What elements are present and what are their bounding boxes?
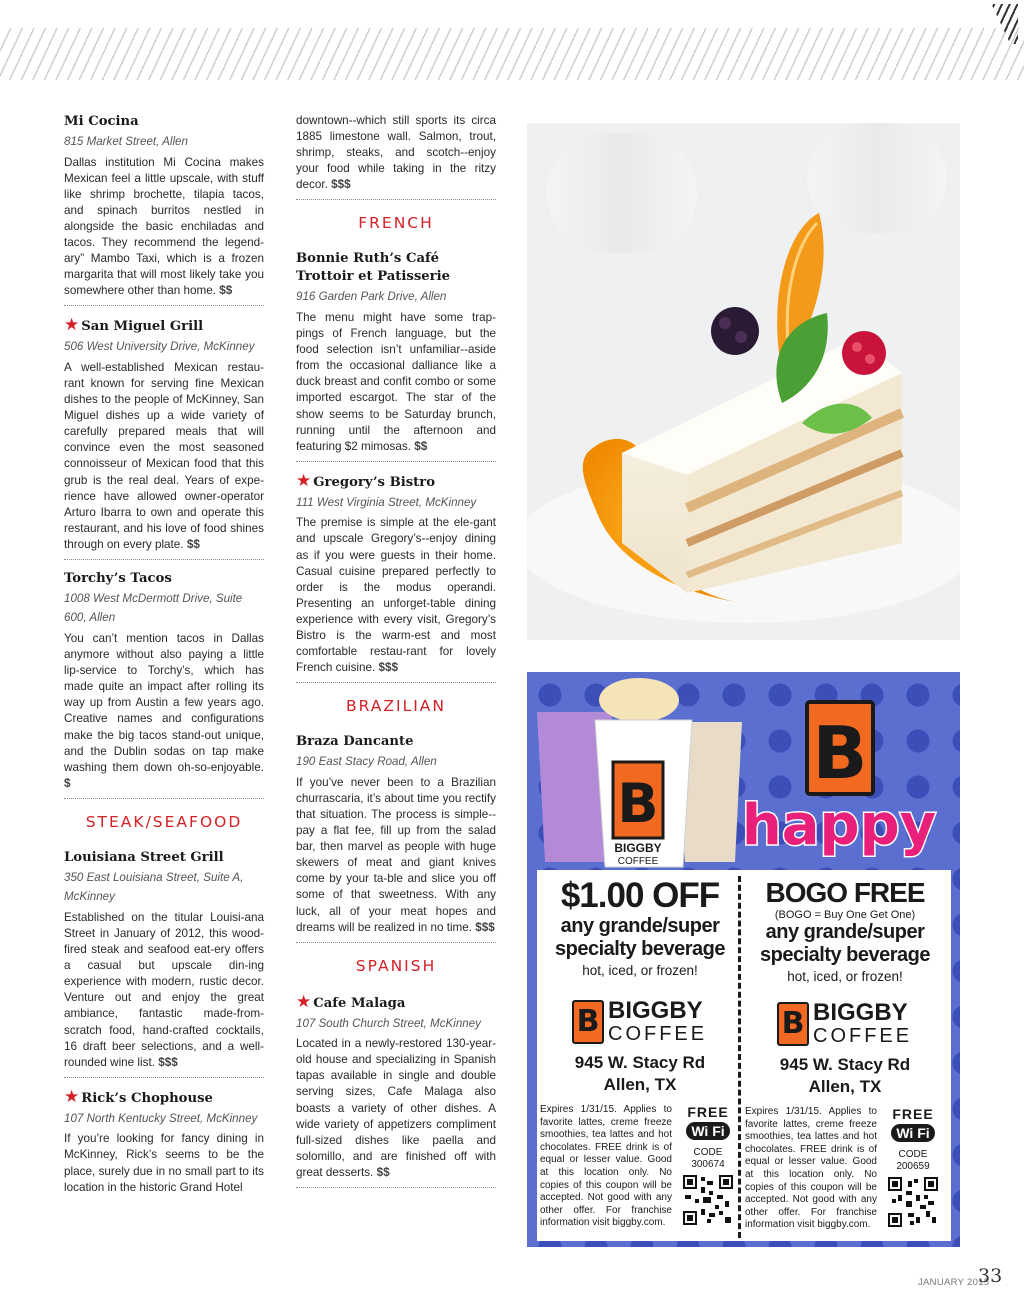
cup-sub: COFFEE: [617, 856, 659, 867]
brand-sub: COFFEE: [813, 1025, 913, 1047]
biggby-b-icon: B: [777, 1002, 809, 1046]
coupon-line1: any grande/super: [765, 921, 925, 943]
coupon-line2: specialty beverage: [555, 938, 725, 960]
category-heading-steak-seafood: STEAK/SEAFOOD: [85, 812, 243, 831]
listing-name: Torchy’s Tacos: [64, 570, 172, 586]
dotted-divider: [64, 1077, 264, 1078]
listing-name: Rick’s Chophouse: [81, 1090, 213, 1106]
drinks-illustration: [527, 672, 960, 872]
footer-issue-date: JANUARY 2015: [918, 1277, 990, 1288]
listing-san-miguel-grill: [64, 316, 264, 553]
star-icon: ★: [296, 991, 312, 1012]
price-indicator: $$: [376, 1165, 390, 1179]
dotted-divider: [64, 305, 264, 306]
wifi-icon: Wi Fi: [686, 1122, 729, 1140]
listing-address: 190 East Stacy Road, Allen: [296, 755, 437, 769]
listing-address: 350 East Louisiana Street, Suite A, McKinney: [64, 870, 244, 904]
listing-description: The menu might have some trap-pings of French language, but the food selection isn’t unfamiliar--aside from the occasional dalliance like a duck breast and confit combo or some imported escargot. The star of the show seems to be Saturday brunch, running until the afternoon and featuring $2 mimosas. $$: [296, 310, 496, 453]
free-label: FREE: [892, 1106, 934, 1122]
coupon-offer-note: (BOGO = Buy One Get One): [774, 909, 916, 921]
listing-description: Located in a newly-restored 130-year-old house and specializing in Spanish tapas available in single and double serving sizes, Cafe Malaga also boasts a variety of other dishes. A wide variety of appetizers compliment full-sized dishes like paella and solomillo, and are finished off with great desserts. $$: [296, 1037, 496, 1179]
page-number: 33: [978, 1265, 1003, 1287]
listing-name: Gregory’s Bistro: [313, 474, 435, 490]
biggby-b-logo: B: [812, 711, 868, 795]
cup-b-logo: B: [617, 772, 659, 835]
coupon-sub: hot, iced, or frozen!: [582, 963, 698, 978]
code-number: 300674: [691, 1159, 725, 1170]
continued-description: downtown--which still sports its circa 1885 limestone wall. Salmon, trout, shrimp, steaks, and scotch--enjoy your food while taking in the ritzy decor. $$$: [296, 114, 496, 192]
listing-mi-cocina: [64, 113, 264, 299]
listing-name: Braza Dancante: [296, 734, 414, 750]
dotted-divider: [64, 559, 264, 560]
price-indicator: $$: [414, 439, 428, 453]
listing-description: If you’ve never been to a Brazilian churrascaria, it’s about time you rectify that situation. The process is simple--pay a flat fee, fill up from the salad bar, then marvel as people with huge skewers of meat and giant knives come by your ta-ble and slice you off some of that sweetness. With any luck, all of your meat hopes and dreams will be realized in no time. $$$: [296, 775, 496, 934]
coupon-city: Allen, TX: [808, 1077, 882, 1096]
listing-description: Established on the titular Louisi-ana Street in January of 2012, this wood-fired steak and seafood eat-ery offers a casual but upscale din-ing experience with modern, rustic decor. Venture out and enjoy the great ambiance, fantastic made-from-scratch food, hand-crafted cocktails, 16 draft beer selections, and a well-rounded wine list. $$$: [64, 910, 264, 1069]
coupon-address: 945 W. Stacy Rd: [574, 1053, 706, 1072]
listing-ricks-chophouse: [64, 1088, 264, 1196]
coupon-line1: any grande/super: [560, 915, 720, 937]
price-indicator: $$$: [158, 1055, 178, 1069]
coupon-city: Allen, TX: [603, 1075, 677, 1094]
listing-name: Mi Cocina: [64, 114, 139, 129]
listing-address: 815 Market Street, Allen: [64, 135, 188, 148]
qr-code-icon: [888, 1177, 938, 1227]
happy-slogan: happy: [741, 793, 937, 858]
left-column: [64, 113, 264, 1196]
listing-description: If you’re looking for fancy dining in McKinney, Rick’s seems to be the place, surely due in no small part to its location in the historic Grand Hotel: [64, 1132, 264, 1194]
biggby-b-icon: B: [572, 1000, 604, 1044]
listing-name: San Miguel Grill: [81, 319, 204, 335]
coupon-side-info: [680, 1104, 736, 1230]
coupon-offer: $1.00 OFF: [560, 876, 720, 915]
price-indicator: $$$: [331, 178, 351, 192]
biggby-coupon-ad: [527, 672, 960, 1247]
cup-brand: BIGGBY: [614, 841, 662, 855]
listing-description: The premise is simple at the ele-gant and upscale Gregory’s--enjoy dining as if you were guests in their home. Casual cuisine prepared perfectly to order is the modus operandi. Presenting an unforget-table dining experience with every visit, Gregory’s Bistro is the warm-est and most comfortable restau-rant for lovely French cuisine. $$$: [296, 516, 496, 675]
dotted-divider: [296, 942, 496, 943]
category-heading-spanish: SPANISH: [355, 956, 437, 975]
free-label: FREE: [687, 1104, 729, 1120]
star-icon: ★: [64, 1086, 80, 1107]
listing-name: Bonnie Ruth’s Café Trottoir et Patisserie: [296, 251, 450, 285]
listing-torchys-tacos: [64, 570, 264, 792]
listing-braza-dancante: [296, 733, 496, 935]
brand-sub: COFFEE: [608, 1023, 708, 1045]
listing-address: 107 South Church Street, McKinney: [296, 1016, 481, 1030]
listing-description: You can’t mention tacos in Dallas anymore without also paying a little lip-service to Torchy’s, which has made quite an impact after rolling its way up from Austin a few years ago. Creative names and configurations make the big tacos stand-out unique, and the Dublin sodas on tap make washing them down oh-so-enjoyable. $: [64, 631, 264, 790]
biggby-logo: [777, 1000, 913, 1048]
listing-louisiana-street-grill: [64, 849, 264, 1071]
listing-name: Cafe Malaga: [313, 995, 406, 1011]
listing-name: Louisiana Street Grill: [64, 849, 224, 865]
dotted-divider: [296, 682, 496, 683]
price-indicator: $$$: [378, 661, 399, 675]
coupon-fine-print: Expires 1/31/15. Applies to favorite lattes, creme freeze smoothies, tea lattes and hot chocolates. FREE drink is of equal or lesser value. Good at this location only. No copies of this coupon will be accepted. Not good with any other offer. For franchise information visit biggby.com.: [540, 1104, 672, 1229]
listing-gregorys-bistro: [296, 472, 496, 676]
listing-description: Dallas institution Mi Cocina makes Mexican feel a little upscale, with stuff like shrimp brochette, tilapia tacos, and spinach burritos nestled in alongside the basic enchiladas and tacos. They recommend the legend-ary” Mambo Taxi, which is a frozen margarita that will most likely take you somewhere other than home. $$: [64, 155, 264, 298]
dotted-divider: [64, 798, 264, 799]
listing-address: 1008 West McDermott Drive, Suite 600, Allen: [64, 591, 243, 625]
dessert-illustration: [527, 123, 960, 640]
price-indicator: $: [64, 776, 71, 790]
dotted-divider: [296, 461, 496, 462]
price-indicator: $$: [219, 284, 233, 298]
listing-address: 111 West Virginia Street, McKinney: [296, 495, 477, 509]
coupon-dollar-off: [540, 876, 740, 1229]
code-number: 200659: [896, 1161, 930, 1172]
biggby-logo: [572, 998, 708, 1046]
coupon-offer: BOGO FREE: [765, 877, 925, 908]
star-icon: ★: [64, 315, 80, 336]
dotted-divider: [296, 199, 496, 200]
coupon-sub: hot, iced, or frozen!: [787, 969, 903, 984]
listing-address: 916 Garden Park Drive, Allen: [296, 290, 447, 304]
star-icon: ★: [296, 470, 312, 491]
listing-bonnie-ruths: [296, 250, 496, 454]
brand-name: BIGGBY: [608, 997, 703, 1024]
code-label: CODE: [898, 1149, 928, 1160]
listing-address: 506 West University Drive, McKinney: [64, 340, 255, 354]
code-label: CODE: [693, 1147, 723, 1158]
dotted-divider: [296, 1187, 496, 1188]
header-hatch-band: [0, 28, 1024, 80]
listing-cafe-malaga: [296, 993, 496, 1181]
coupon-side-info: [885, 1106, 941, 1232]
price-indicator: $$: [186, 537, 200, 551]
qr-code-icon: [683, 1175, 733, 1225]
category-heading-french: FRENCH: [358, 214, 434, 233]
coupon-line2: specialty beverage: [760, 944, 930, 966]
price-indicator: $$$: [475, 920, 495, 934]
listing-address: 107 North Kentucky Street, McKinney: [64, 1111, 258, 1125]
category-heading-brazilian: BRAZILIAN: [346, 697, 446, 716]
coupon-fine-print: Expires 1/31/15. Applies to favorite lattes, creme freeze smoothies, tea lattes and hot chocolates. FREE drink is of equal or lesser value. Good at this location only. No copies of this coupon will be accepted. Not good with any other offer. For franchise information visit biggby.com.: [745, 1106, 877, 1231]
dessert-photo: [527, 123, 960, 640]
wifi-icon: Wi Fi: [891, 1124, 934, 1142]
middle-column: [296, 113, 496, 1198]
brand-name: BIGGBY: [813, 999, 908, 1026]
coupon-bogo: [745, 877, 945, 1231]
coupon-address: 945 W. Stacy Rd: [779, 1055, 911, 1074]
listing-description: A well-established Mexican restau-rant known for serving fine Mexican dishes to the people of McKinney, San Miguel dishes up a wide variety of carefully prepared meals that will convince even the most seasoned connoisseur of Mexican food that this grub is the real deal. Years of expe-rience have allowed owner-operator Arturo Ibarra to own and operate this restaurant, and his love of food shines through on every plate. $$: [64, 360, 264, 551]
